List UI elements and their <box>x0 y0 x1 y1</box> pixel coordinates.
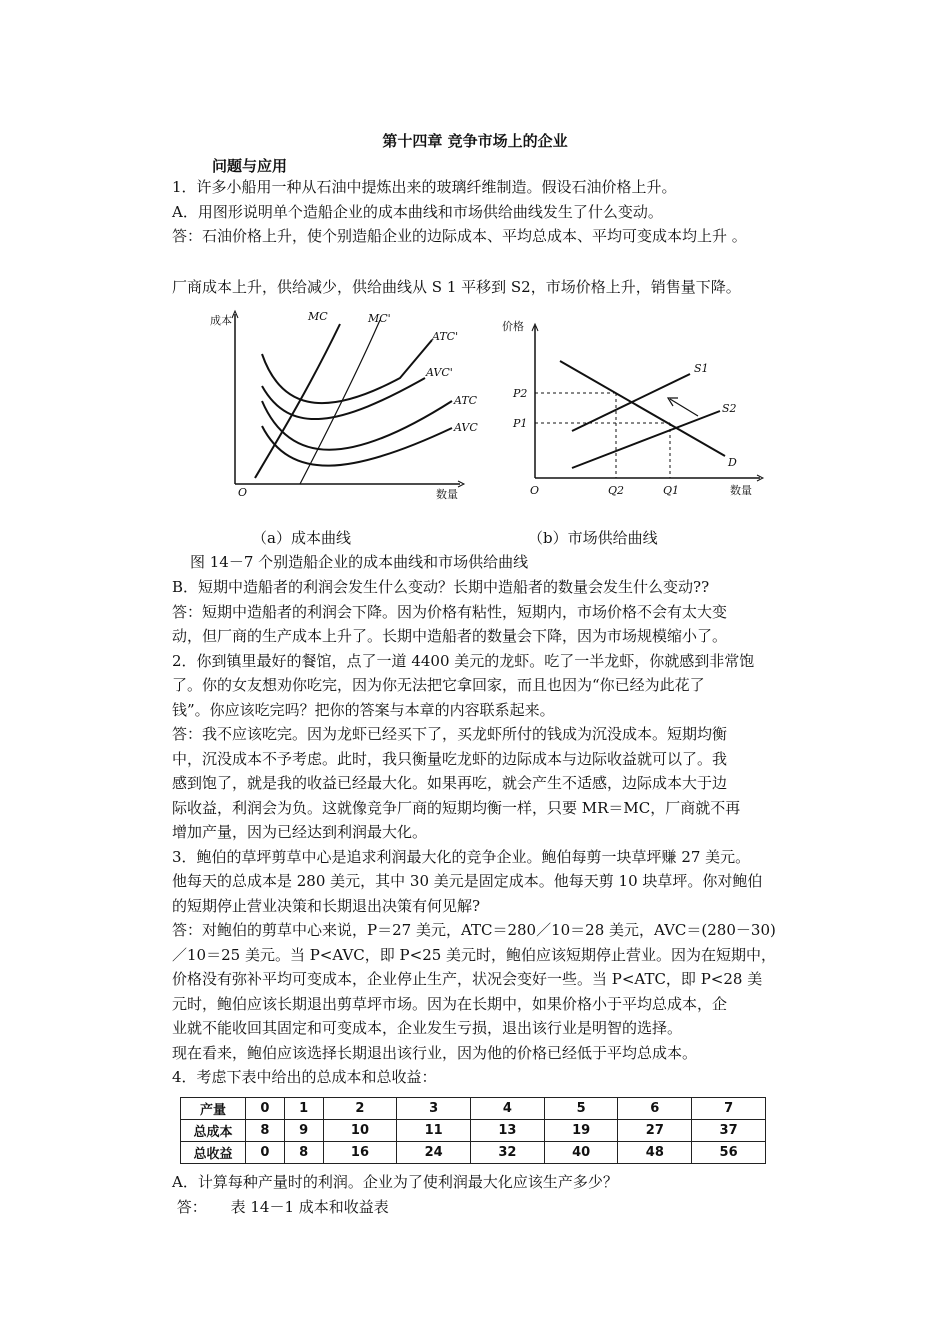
text-line: 动，但厂商的生产成本上升了。长期中造船者的数量会下降，因为市场规模缩小了。 <box>172 627 728 645</box>
text-line: 增加产量，因为已经达到利润最大化。 <box>172 823 428 841</box>
paragraph-block-3 <box>172 575 812 1090</box>
table-header-cell: 产量 <box>181 1098 246 1120</box>
table-cell: 5 <box>544 1098 618 1120</box>
table-cell: 19 <box>544 1120 618 1142</box>
text-line: 2．你到镇里最好的餐馆，点了一道 4400 美元的龙虾。吃了一半龙虾，你就感到非常饱 <box>172 651 755 670</box>
atc-prime-label: ATC' <box>432 330 459 343</box>
shift-arrowhead <box>668 398 678 406</box>
quantity-axis-label: 数量 <box>730 484 752 497</box>
table-cell: 2 <box>323 1098 397 1120</box>
quantity-axis-label: 数量 <box>436 488 458 501</box>
table-row <box>181 1142 766 1164</box>
table-cell: 11 <box>397 1120 471 1142</box>
table-cell: 13 <box>471 1120 545 1142</box>
text-line: 答：短期中造船者的利润会下降。因为价格有粘性，短期内，市场价格不会有太大变 <box>172 602 728 621</box>
text-line: 现在看来，鲍伯应该选择长期退出该行业，因为他的价格已经低于平均总成本。 <box>172 1043 698 1062</box>
text-line: B．短期中造船者的利润会发生什么变动？长期中造船者的数量会发生什么变动?? <box>172 578 710 596</box>
s1-label: S1 <box>694 362 709 375</box>
table-cell: 9 <box>284 1120 323 1142</box>
table-cell: 56 <box>692 1142 766 1164</box>
text-line: 3．鲍伯的草坪剪草中心是追求利润最大化的竞争企业。鲍伯每剪一块草坪赚 27 美元。 <box>172 847 751 866</box>
paragraph-block-4 <box>172 1170 812 1219</box>
table-cell: 40 <box>544 1142 618 1164</box>
avc-prime-label: AVC' <box>426 366 453 379</box>
atc-prime-curve <box>262 340 432 403</box>
mc-curve <box>255 324 340 478</box>
table-cell: 48 <box>618 1142 692 1164</box>
table-cell: 4 <box>471 1098 545 1120</box>
text-line: 元时，鲍伯应该长期退出剪草坪市场。因为在长期中，如果价格小于平均总成本，企 <box>172 994 728 1013</box>
text-line: 际收益，利润会为负。这就像竞争厂商的短期均衡一样，只要 MR＝MC，厂商就不再 <box>172 798 741 817</box>
text-line: 答： 表 14－1 成本和收益表 <box>172 1197 389 1216</box>
table-cell: 10 <box>323 1120 397 1142</box>
origin-label: O <box>238 486 248 499</box>
table-cell: 0 <box>246 1098 285 1120</box>
table-cell: 7 <box>692 1098 766 1120</box>
text-line: 中，沉没成本不予考虑。此时，我只衡量吃龙虾的边际成本与边际收益就可以了。我 <box>172 749 728 768</box>
shift-arrow <box>670 399 698 416</box>
text-line: A．计算每种产量时的利润。企业为了使利润最大化应该生产多少？ <box>172 1173 618 1191</box>
table-row <box>181 1098 766 1120</box>
cost-revenue-table <box>180 1097 766 1164</box>
text-line: 1．许多小船用一种从石油中提炼出来的玻璃纤维制造。假设石油价格上升。 <box>172 178 677 196</box>
table-header-cell: 总成本 <box>181 1120 246 1142</box>
mc-label: MC <box>308 310 328 323</box>
table-header-cell: 总收益 <box>181 1142 246 1164</box>
text-line: 答：石油价格上升，使个别造船企业的边际成本、平均总成本、平均可变成本均上升 。 <box>172 227 747 245</box>
table-cell: 3 <box>397 1098 471 1120</box>
table-cell: 8 <box>284 1142 323 1164</box>
q1-label: Q1 <box>663 484 680 497</box>
table-cell: 0 <box>246 1142 285 1164</box>
table-cell: 8 <box>246 1120 285 1142</box>
atc-label: ATC <box>454 394 478 407</box>
table-cell: 1 <box>284 1098 323 1120</box>
figure-caption-b: （b）市场供给曲线 <box>528 529 658 547</box>
page-title: 第十四章 竞争市场上的企业 <box>382 132 568 150</box>
cost-axis-label: 成本 <box>210 314 232 327</box>
price-axis-label: 价格 <box>502 320 524 333</box>
table-row <box>181 1120 766 1142</box>
text-line: 了。你的女友想劝你吃完，因为你无法把它拿回家，而且也因为“你已经为此花了 <box>172 676 705 694</box>
mc-prime-label: MC' <box>368 312 391 325</box>
origin-label: O <box>530 484 540 497</box>
cost-curves-panel <box>232 311 464 487</box>
table-cell: 32 <box>471 1142 545 1164</box>
s2-label: S2 <box>722 402 737 415</box>
text-line: 答：对鲍伯的剪草中心来说，P＝27 美元，ATC＝280／10＝28 美元，AVC＝(280－30) <box>172 921 776 939</box>
paragraph-block-2 <box>172 275 812 300</box>
table-cell: 37 <box>692 1120 766 1142</box>
avc-label: AVC <box>454 421 478 434</box>
section-heading: 问题与应用 <box>212 157 288 175</box>
text-line: 价格没有弥补平均可变成本，企业停止生产，状况会变好一些。当 P<ATC，即 P<28 美 <box>172 970 763 988</box>
text-line: 他每天的总成本是 280 美元，其中 30 美元是固定成本。他每天剪 10 块草坪。你对鲍伯 <box>172 872 763 890</box>
table-cell: 6 <box>618 1098 692 1120</box>
text-line: 业就不能收回其固定和可变成本，企业发生亏损，退出该行业是明智的选择。 <box>172 1019 683 1037</box>
table-cell: 24 <box>397 1142 471 1164</box>
table-cell: 16 <box>323 1142 397 1164</box>
text-line: 钱”。你应该吃完吗？把你的答案与本章的内容联系起来。 <box>172 700 555 719</box>
cost-and-supply-figure <box>200 306 785 506</box>
atc-curve <box>262 401 452 450</box>
paragraph-block-1 <box>172 175 812 249</box>
figure-caption-a: （a）成本曲线 <box>252 529 351 547</box>
figure-caption: 图 14－7 个别造船企业的成本曲线和市场供给曲线 <box>190 553 529 571</box>
p2-label: P2 <box>513 387 528 400</box>
text-line: A．用图形说明单个造船企业的成本曲线和市场供给曲线发生了什么变动。 <box>172 202 663 221</box>
text-line: 答：我不应该吃完。因为龙虾已经买下了，买龙虾所付的钱成为沉没成本。短期均衡 <box>172 725 728 743</box>
q2-label: Q2 <box>608 484 625 497</box>
p1-label: P1 <box>513 417 528 430</box>
text-line: ／10＝25 美元。当 P<AVC，即 P<25 美元时，鲍伯应该短期停止营业。因为在短期中， <box>172 945 777 964</box>
text-line: 感到饱了，就是我的收益已经最大化。如果再吃，就会产生不适感，边际成本大于边 <box>172 774 728 792</box>
table-cell: 27 <box>618 1120 692 1142</box>
text-line: 4．考虑下表中给出的总成本和总收益： <box>172 1068 437 1086</box>
demand-label: D <box>728 456 737 469</box>
text-line: 的短期停止营业决策和长期退出决策有何见解? <box>172 896 481 915</box>
text-line: 厂商成本上升，供给减少，供给曲线从 S 1 平移到 S2，市场价格上升，销售量下降。 <box>172 278 741 296</box>
